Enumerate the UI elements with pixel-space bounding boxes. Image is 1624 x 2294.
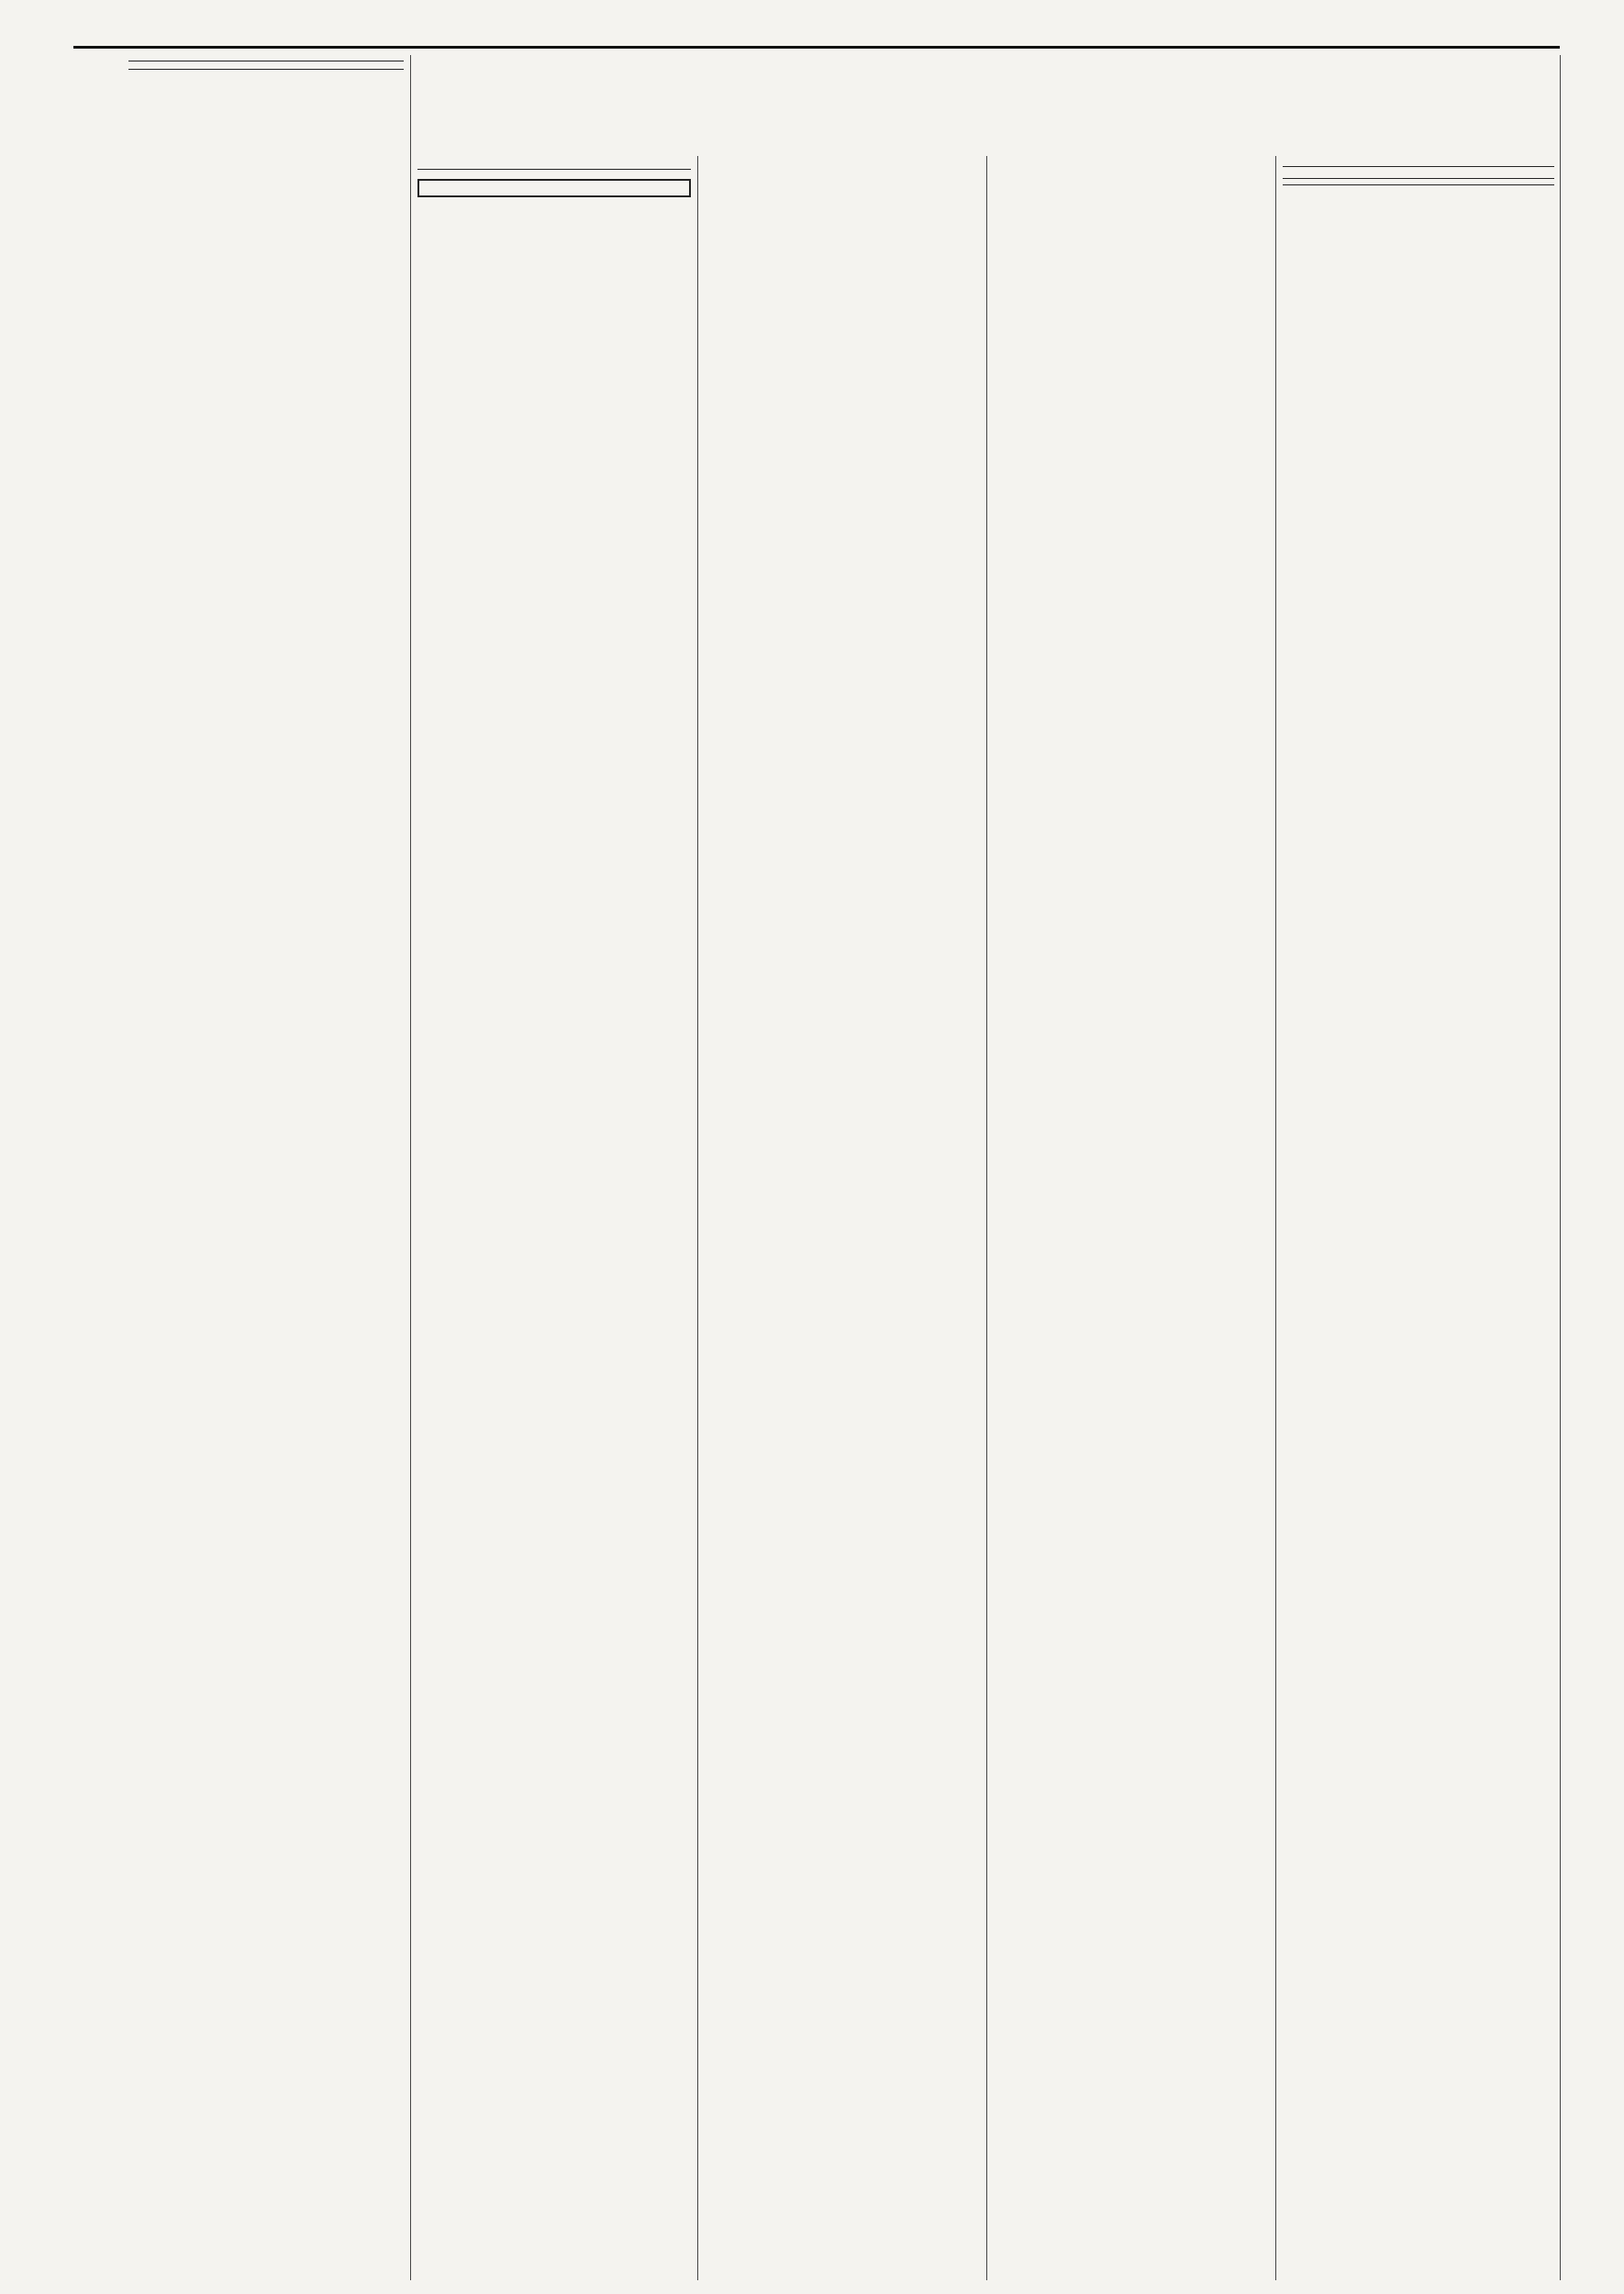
column-rule (410, 55, 411, 2280)
column-5 (1283, 161, 1554, 2280)
column-1 (128, 55, 404, 2285)
column-rule (697, 156, 698, 2280)
column-2 (417, 161, 691, 2280)
column-rule (986, 156, 987, 2280)
column-rule (1275, 156, 1276, 2280)
trade-table (128, 78, 404, 87)
column-4 (994, 161, 1269, 2280)
page-header (73, 9, 1560, 49)
column-rule (1560, 55, 1561, 2280)
column-3 (705, 161, 980, 2280)
chronicle-heading (417, 179, 691, 197)
